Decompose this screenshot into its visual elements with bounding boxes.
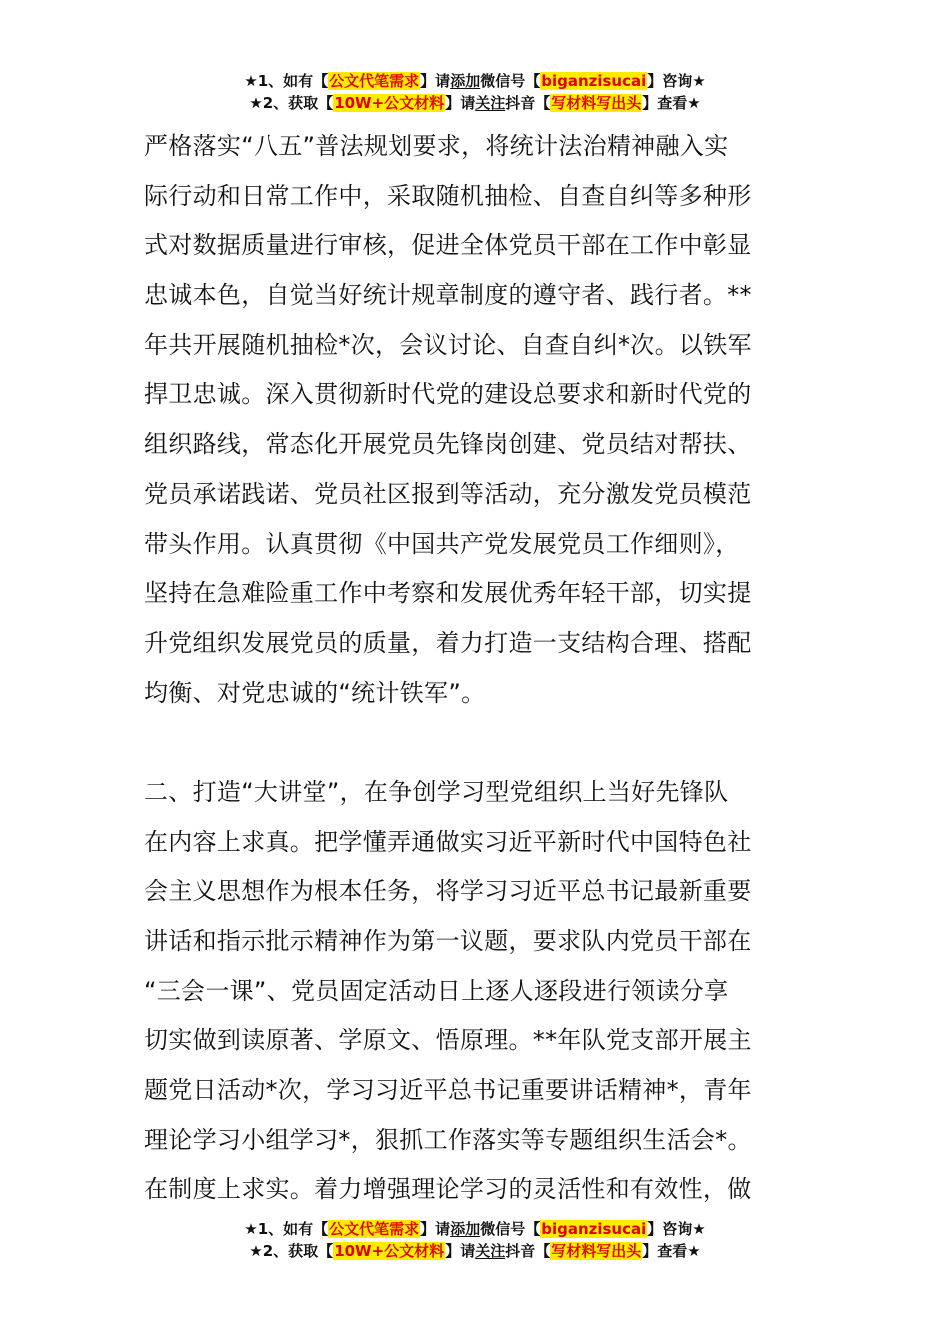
promo-text: 微信号【	[480, 1220, 541, 1238]
promo-line-1	[0, 70, 950, 92]
text-line: 在内容上求真。把学懂弄通做实习近平新时代中国特色社	[144, 827, 752, 856]
promo-text: 】请	[445, 94, 476, 112]
text-line: 均衡、对党忠诚的“统计铁军”。	[144, 678, 486, 707]
promo-emphasis: 添加	[450, 1220, 481, 1238]
promo-text: 抖音【	[505, 1242, 551, 1260]
text-line: 际行动和日常工作中，采取随机抽检、自查自纠等多种形	[144, 181, 752, 210]
promo-text: 】咨询★	[647, 72, 706, 90]
text-line: 带头作用。认真贯彻《中国共产党发展党员工作细则》，	[144, 529, 740, 558]
text-line: 式对数据质量进行审核，促进全体党员干部在工作中彰显	[144, 231, 752, 260]
paragraph-gap	[144, 718, 809, 768]
text-line: “三会一课”、党员固定活动日上逐人逐段进行领读分享	[144, 976, 729, 1005]
promo-text: ★2、获取【	[249, 94, 334, 112]
promo-text: 】查看★	[642, 1242, 701, 1260]
text-line: 切实做到读原著、学原文、悟原理。**年队党支部开展主	[144, 1026, 752, 1055]
text-line: 忠诚本色，自觉当好统计规章制度的遵守者、践行者。**	[144, 281, 752, 310]
promo-text: 】请	[445, 1242, 476, 1260]
text-line: 会主义思想作为根本任务，将学习习近平总书记最新重要	[144, 877, 752, 906]
document-body	[144, 122, 809, 1215]
text-line: 升党组织发展党员的质量，着力打造一支结构合理、搭配	[144, 628, 752, 657]
promo-highlight: 公文代笔需求	[329, 72, 420, 90]
text-line: 理论学习小组学习*，狠抓工作落实等专题组织生活会*。	[144, 1125, 752, 1154]
text-line: 题党日活动*次，学习习近平总书记重要讲话精神*，青年	[144, 1076, 752, 1105]
text-line: 坚持在急难险重工作中考察和发展优秀年轻干部，切实提	[144, 579, 752, 608]
promo-highlight: 10W+公文材料	[334, 94, 445, 112]
promo-emphasis: 关注	[475, 94, 506, 112]
promo-banner-top	[0, 70, 950, 114]
promo-text: 】查看★	[642, 94, 701, 112]
promo-text: 】请	[420, 1220, 451, 1238]
promo-highlight: biganzisucai	[541, 1220, 647, 1238]
text-line: 严格落实“八五”普法规划要求，将统计法治精神融入实	[144, 132, 729, 160]
promo-text: ★1、如有【	[244, 1220, 329, 1238]
section-heading: 二、打造“大讲堂”，在争创学习型党组织上当好先锋队	[144, 777, 729, 806]
promo-text: 微信号【	[480, 72, 541, 90]
promo-text: ★2、获取【	[249, 1242, 334, 1260]
text-line: 捍卫忠诚。深入贯彻新时代党的建设总要求和新时代党的	[144, 380, 752, 409]
promo-emphasis: 添加	[450, 72, 481, 90]
promo-text: ★1、如有【	[244, 72, 329, 90]
promo-text: 】咨询★	[647, 1220, 706, 1238]
promo-line-2	[0, 92, 950, 114]
promo-text: 】请	[420, 72, 451, 90]
promo-line-2	[0, 1240, 950, 1262]
text-line: 组织路线，常态化开展党员先锋岗创建、党员结对帮扶、	[144, 430, 752, 459]
promo-text: 抖音【	[505, 94, 551, 112]
text-line: 讲话和指示批示精神作为第一议题，要求队内党员干部在	[144, 927, 752, 955]
promo-line-1	[0, 1218, 950, 1240]
text-line: 在制度上求实。着力增强理论学习的灵活性和有效性，做	[144, 1175, 752, 1204]
promo-banner-bottom	[0, 1218, 950, 1262]
promo-highlight: 写材料写出头	[551, 1242, 642, 1260]
promo-highlight: 10W+公文材料	[334, 1242, 445, 1260]
promo-highlight: 公文代笔需求	[329, 1220, 420, 1238]
promo-highlight: biganzisucai	[541, 72, 647, 90]
text-line: 年共开展随机抽检*次，会议讨论、自查自纠*次。以铁军	[144, 330, 752, 359]
text-line: 党员承诺践诺、党员社区报到等活动，充分激发党员模范	[144, 479, 752, 508]
promo-highlight: 写材料写出头	[551, 94, 642, 112]
promo-emphasis: 关注	[475, 1242, 506, 1260]
